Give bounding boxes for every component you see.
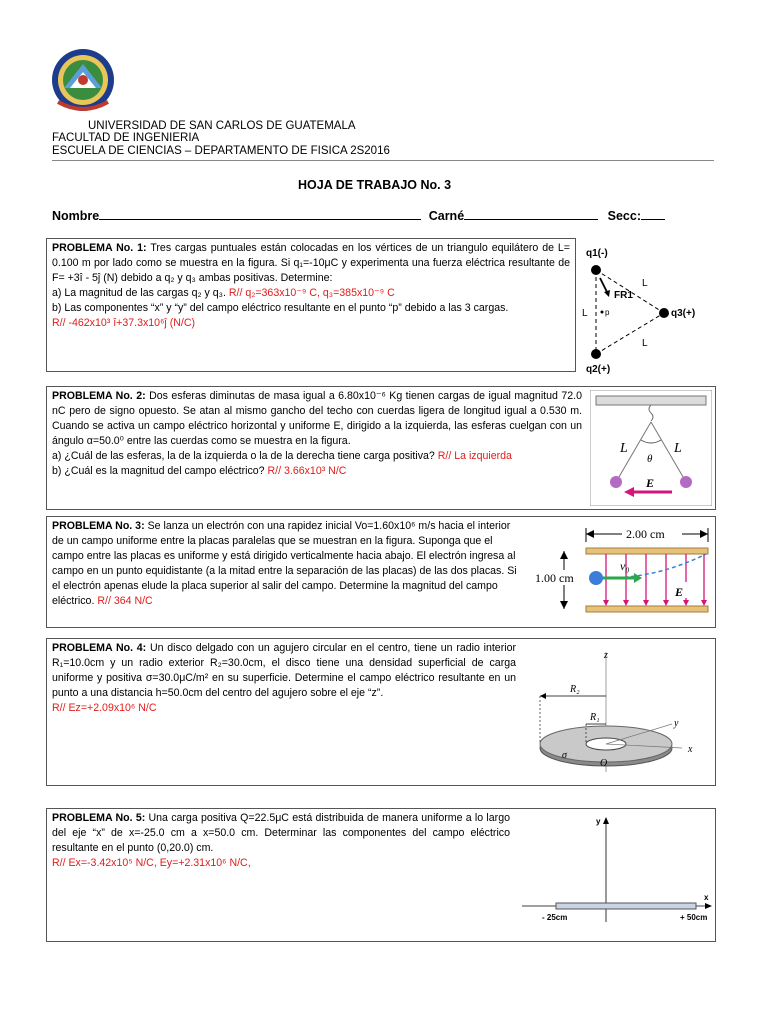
- problem-1-label: PROBLEMA No. 1:: [52, 242, 147, 254]
- force-label: FR1: [614, 290, 633, 301]
- point-p: [601, 311, 604, 314]
- y-axis-label: y: [596, 817, 601, 826]
- charged-rod: [556, 903, 696, 909]
- problem-1-text: [52, 241, 570, 331]
- point-p-label: p: [605, 308, 610, 317]
- problem-3-statement: Se lanza un electrón con una rapidez inicial Vo=1.60x10⁶ m/s hacia el interior de un campo uniforme entre la placas paralelas que se muestran en la figura. Suponga que el campo entre las placas es uniforme y está dirigido verticalmente hacia abajo. El electrón ingresa al campo en un punto equidistante (a la mitad entre la separación de las placas) de las dos placas. Si el electrón apenas elude la placa superior al salir del campo. Determine la magnitud del campo eléctrico.: [52, 520, 517, 607]
- problem-1-a-answer: R// q₂=363x10⁻⁹ C, q₃=385x10⁻⁹ C: [228, 287, 395, 299]
- sheet-title: HOJA DE TRABAJO No. 3: [298, 178, 452, 192]
- y-axis-label: y: [674, 718, 679, 729]
- velocity-label: v₀: [620, 559, 630, 573]
- problem-5-answer: R// Ex=-3.42x10⁵ N/C, Ey=+2.31x10⁶ N/C,: [52, 857, 251, 869]
- problem-2-a-answer: R// La izquierda: [437, 450, 512, 462]
- z-axis-label: z: [604, 650, 608, 661]
- side-label-left: L: [582, 308, 588, 319]
- problem-2-b: b) ¿Cuál es la magnitud del campo eléctrico?: [52, 465, 265, 477]
- q3-charge: [659, 308, 669, 318]
- left-sphere: [610, 476, 622, 488]
- secc-label: Secc:: [607, 209, 641, 223]
- problem-1-a: a) La magnitud de las cargas q₂ y q₃.: [52, 287, 226, 299]
- secc-field[interactable]: [641, 208, 665, 220]
- problem-4-answer: R// Ez=+2.09x10⁶ N/C: [52, 702, 157, 714]
- problem-3-text: [52, 519, 520, 609]
- problem-4-statement: Un disco delgado con un agujero circular en el centro, tiene un radio interior R₁=10.0cm y un radio exterior R₂=30.0cm, el disco tiene una densidad superficial de carga uniforme y positiva σ=30.0μC/m² en su superficie. Determine el campo eléctrico resultante en un punto a una distancia h=50.0cm del centro del agujero sobre el eje “z”.: [52, 642, 516, 699]
- right-sphere: [680, 476, 692, 488]
- name-label: Nombre: [52, 209, 100, 223]
- faculty-name: FACULTAD DE INGENIERIA: [52, 132, 200, 144]
- right-length-label: L: [674, 441, 682, 456]
- x-axis-label: x: [688, 744, 693, 755]
- school-name: ESCUELA DE CIENCIAS – DEPARTAMENTO DE FISICA 2S2016: [52, 145, 390, 157]
- university-name: UNIVERSIDAD DE SAN CARLOS DE GUATEMALA: [88, 120, 356, 132]
- problem-5-text: [52, 811, 510, 871]
- student-info-line: [52, 208, 714, 223]
- left-end-label: - 25cm: [542, 913, 568, 922]
- height-label: 1.00 cm: [535, 571, 574, 585]
- q1-label: q1(-): [586, 248, 608, 259]
- problem-5-statement: Una carga positiva Q=22.5μC está distribuida de manera uniforme a lo largo del eje “x” de x=-25.0 cm a x=50.0 cm. Determinar las componentes del campo eléctrico resultante en el punto (0,20.0) cm.: [52, 812, 510, 854]
- problem-1-figure: [578, 238, 718, 378]
- angle-label: θ: [647, 453, 653, 465]
- problem-2-statement: Dos esferas diminutas de masa igual a 6.80x10⁻⁶ Kg tienen cargas de igual magnitud 72.0 nC pero de signo opuesto. Se atan al mismo gancho del techo con cuerdas ligera de longitud igual a 0.530 m. Cuando se activa un campo eléctrico horizontal y uniforme E, dirigido a la izquierda, las esferas cuelgan con un ángulo α=50.0⁰ entre las cuerdas como se muestra en la figura.: [52, 390, 582, 447]
- sigma-label: σ: [562, 750, 567, 761]
- problem-4-text: [52, 641, 516, 716]
- q3-label: q3(+): [671, 308, 696, 319]
- q2-charge: [591, 349, 601, 359]
- problem-3-answer: R// 364 N/C: [97, 595, 153, 607]
- problem-2-text: [52, 389, 582, 479]
- problem-3-label: PROBLEMA No. 3:: [52, 520, 145, 532]
- q2-label: q2(+): [586, 364, 611, 375]
- bottom-plate: [586, 606, 708, 612]
- field-label: E: [646, 476, 655, 490]
- problem-1-b-answer: R// -462x10³ î+37.3x10⁶ĵ (N/C): [52, 317, 196, 329]
- carne-field[interactable]: [464, 208, 598, 220]
- name-field[interactable]: [99, 208, 421, 220]
- side-label-bottom: L: [642, 338, 648, 349]
- problem-4-figure: [532, 644, 712, 782]
- x-axis-label: x: [704, 893, 709, 902]
- problem-5-figure: [512, 812, 714, 938]
- problem-4-label: PROBLEMA No. 4:: [52, 642, 147, 654]
- width-label: 2.00 cm: [626, 527, 665, 541]
- right-end-label: + 50cm: [680, 913, 708, 922]
- problem-1-statement: Tres cargas puntuales están colocadas en los vértices de un triangulo equilátero de L= 0.100 m por lado como se muestra en la figura. Si q₁=-10μC y experimenta una fuerza eléctrica resultante de F= +3î - 5ĵ (N) debido a q₂ y q₃ ambas positivas. Determine:: [52, 242, 570, 284]
- header-divider: [52, 160, 714, 161]
- problem-2-b-answer: R// 3.66x10³ N/C: [267, 465, 347, 477]
- top-plate: [586, 548, 708, 554]
- problem-3-figure: [534, 520, 712, 624]
- problem-2-label: PROBLEMA No. 2:: [52, 390, 146, 402]
- problem-1-b: b) Las componentes “x” y “y” del campo eléctrico resultante en el punto “p” debido a las 3 cargas.: [52, 302, 509, 314]
- left-length-label: L: [620, 441, 628, 456]
- q1-charge: [591, 265, 601, 275]
- university-seal: [50, 44, 116, 116]
- r1-label: R₁: [590, 712, 600, 723]
- electron: [589, 571, 603, 585]
- origin-label: O: [600, 758, 608, 769]
- problem-2-figure: [590, 390, 712, 506]
- electron-trajectory: [596, 554, 706, 578]
- r2-label: R₂: [570, 684, 580, 695]
- triangle-side-bottom: [596, 313, 664, 354]
- problem-5-label: PROBLEMA No. 5:: [52, 812, 146, 824]
- problem-2-a: a) ¿Cuál de las esferas, la de la izquierda o la de la derecha tiene carga positiva?: [52, 450, 435, 462]
- side-label-top: L: [642, 278, 648, 289]
- field-label: E: [675, 585, 684, 599]
- carne-label: Carné: [428, 209, 465, 223]
